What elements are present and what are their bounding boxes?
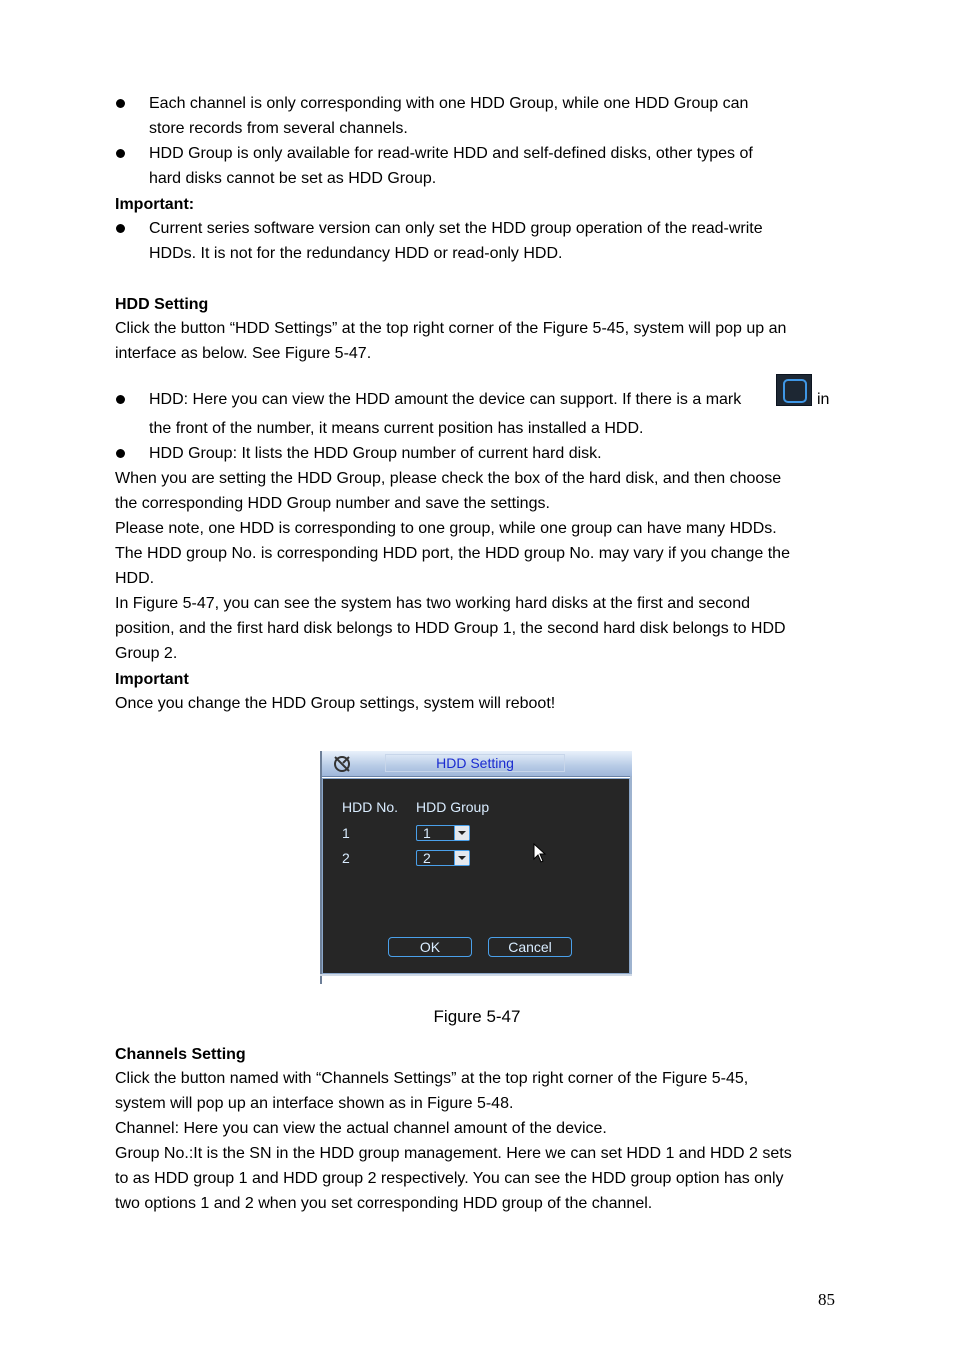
page-number: 85 [818, 1290, 835, 1309]
paragraph-line: The HDD group No. is corresponding HDD port, the HDD group No. may vary if you change the [115, 545, 790, 562]
dialog-frame [630, 776, 632, 974]
paragraph-line: Channel: Here you can view the actual channel amount of the device. [115, 1120, 607, 1137]
paragraph-line: Group 2. [115, 645, 178, 662]
bullet-text: HDD: Here you can view the HDD amount the device can support. If there is a mark [149, 391, 742, 408]
paragraph-line: two options 1 and 2 when you set corresponding HDD group of the channel. [115, 1195, 653, 1212]
bullet-text: in [817, 391, 830, 408]
bullet-text: HDD Group is only available for read-write HDD and self-defined disks, other types of [149, 145, 753, 162]
mouse-cursor-icon [533, 843, 547, 865]
section-heading-hdd-setting: HDD Setting [115, 296, 209, 313]
figure-caption: Figure 5-47 [433, 1007, 521, 1026]
paragraph-line: to as HDD group 1 and HDD group 2 respectively. You can see the HDD group option has only [115, 1170, 784, 1187]
bullet-text: Each channel is only corresponding with one HDD Group, while one HDD Group can [149, 95, 749, 112]
paragraph-line: When you are setting the HDD Group, please check the box of the hard disk, and then choose [115, 470, 782, 487]
bullet-text: Current series software version can only set the HDD group operation of the read-write [149, 220, 763, 237]
column-header-hdd-group: HDD Group [416, 799, 490, 815]
bullet-text: the front of the number, it means current position has installed a HDD. [149, 420, 644, 437]
dialog-title: HDD Setting [385, 754, 565, 772]
bullet-dot [116, 449, 125, 458]
paragraph-line: Click the button “HDD Settings” at the top right corner of the Figure 5-45, system will pop up an [115, 320, 787, 337]
select-value: 1 [423, 825, 431, 841]
section-heading-channels-setting: Channels Setting [115, 1046, 246, 1063]
dialog-title-bar [320, 751, 632, 777]
hdd-group-select[interactable] [416, 825, 470, 841]
dialog-body [322, 778, 630, 974]
important-heading: Important [115, 671, 189, 688]
hdd-setting-dialog-figure [320, 751, 632, 984]
ok-button[interactable]: OK [388, 937, 472, 957]
bullet-text: hard disks cannot be set as HDD Group. [149, 170, 437, 187]
dialog-frame [320, 751, 322, 984]
bullet-dot [116, 149, 125, 158]
paragraph-line: the corresponding HDD Group number and save the settings. [115, 495, 550, 512]
hdd-mark-icon [776, 374, 812, 406]
paragraph-line: Please note, one HDD is corresponding to one group, while one group can have many HDDs. [115, 520, 777, 537]
important-heading: Important: [115, 196, 195, 213]
hdd-group-select[interactable] [416, 850, 470, 866]
hdd-number: 1 [342, 825, 350, 841]
column-header-hdd-no: HDD No. [342, 799, 399, 815]
paragraph-line: position, and the first hard disk belongs to HDD Group 1, the second hard disk belongs to HDD [115, 620, 786, 637]
bullet-text: HDD Group: It lists the HDD Group number of current hard disk. [149, 445, 602, 462]
bullet-text: store records from several channels. [149, 120, 408, 137]
select-value: 2 [423, 850, 431, 866]
bullet-text: HDDs. It is not for the redundancy HDD or read-only HDD. [149, 245, 563, 262]
hdd-number: 2 [342, 850, 350, 866]
tools-icon [332, 754, 352, 774]
chevron-down-icon[interactable] [454, 826, 469, 840]
paragraph-line: Click the button named with “Channels Settings” at the top right corner of the Figure 5-45, [115, 1070, 749, 1087]
cancel-button[interactable]: Cancel [488, 937, 572, 957]
chevron-down-icon[interactable] [454, 851, 469, 865]
paragraph-line: interface as below. See Figure 5-47. [115, 345, 372, 362]
paragraph-line: Group No.:It is the SN in the HDD group management. Here we can set HDD 1 and HDD 2 sets [115, 1145, 792, 1162]
paragraph-line: HDD. [115, 570, 155, 587]
paragraph-line: system will pop up an interface shown as in Figure 5-48. [115, 1095, 514, 1112]
bullet-dot [116, 395, 125, 404]
dialog-frame [320, 974, 632, 976]
bullet-dot [116, 224, 125, 233]
bullet-dot [116, 99, 125, 108]
paragraph-line: Once you change the HDD Group settings, system will reboot! [115, 695, 556, 712]
paragraph-line: In Figure 5-47, you can see the system has two working hard disks at the first and second [115, 595, 750, 612]
